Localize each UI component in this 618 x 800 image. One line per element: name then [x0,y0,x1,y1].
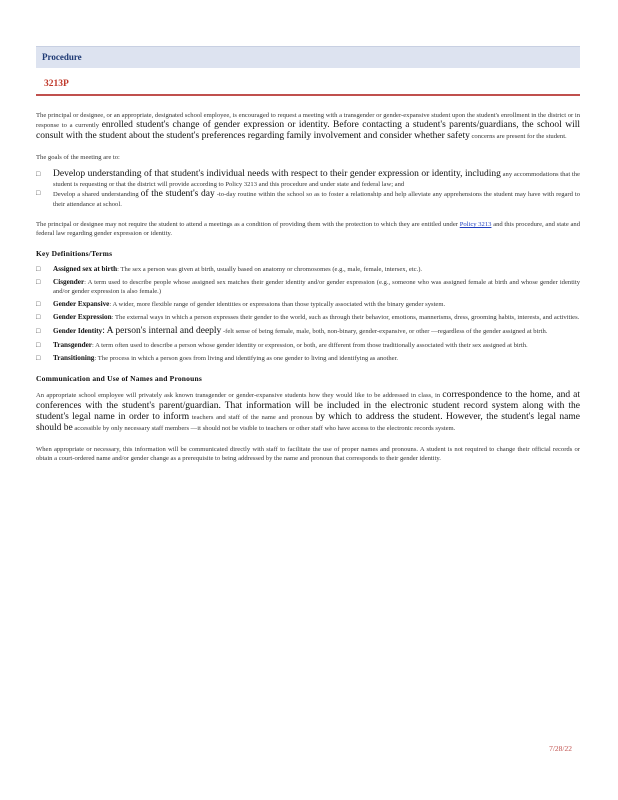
communication-paragraph-2: When appropriate or necessary, this information will be communicated directly with staff to facilitate the use of proper names and pronouns. A student is not required to change their official records or obtain a court-ordered name and/or gender change as a prerequisite to being addressed by the name and pronoun that corresponds to their gender identity. [36,446,580,462]
goal-rest: any accommodations that the student is requesting or that the district will provide according to Policy 3213 and this procedure and under state and federal law; and [53,171,580,188]
definition-term: Gender Identity [53,327,103,335]
protection-text-before: The principal or designee may not require the student to attend a meetings as a condition of providing them with the protection to which they are entitled under [36,221,458,228]
definitions-heading: Key Definitions/Terms [36,249,113,258]
definition-item [36,313,580,322]
definition-item [36,354,580,363]
comm-text-small-2: teachers and staff of the name and pronoun [191,414,313,421]
definition-term: Cisgender [53,278,85,286]
goal-rest: -to-day routine within the school so as to foster a relationship and help alleviate any apprehensions the student may have with regard to their attendance at school. [53,191,581,208]
intro-line-1: The principal or designee, or an appropriate, designated school employee, is encouraged to request a meeting with a transgender or gender-expansive student upon the student's enrollment in the district or in response to a currently [36,112,580,129]
definition-term: Transitioning [53,354,95,362]
bullet-icon: □ [36,354,41,362]
page-title: Procedure [42,52,82,62]
definition-text: : A term used to describe people whose assigned sex matches their gender identity and/or gender expression (e.g., someone who was assigned female at birth and whose gender identity and/or gender expression is also female.) [53,279,580,295]
definition-term: Assigned sex at birth [53,265,118,273]
definition-text: : The sex a person was given at birth, usually based on anatomy or chromosomes (e.g., male, female, intersex, etc.). [117,266,423,273]
definitions-list [36,265,580,363]
definition-text: : A term often used to describe a person whose gender identity or expression, or both, are different from those traditionally associated with their sex assigned at birth. [92,342,528,349]
definition-term: Gender Expansive [53,300,110,308]
definition-item [36,278,580,296]
goals-heading: The goals of the meeting are to: [36,154,120,161]
intro-paragraph [36,111,580,142]
bullet-icon: □ [36,265,41,273]
definition-item [36,326,580,337]
comm-text-small-1: An appropriate school employee will privately ask known transgender or gender-expansive students how they would like to be addressed in class, in [36,392,441,399]
policy-link[interactable]: Policy 3213 [459,221,492,228]
communication-paragraph-1 [36,390,580,434]
goal-lead-small: Develop a shared understanding [53,191,139,198]
comm-text-small-3: accessible by only necessary staff members —it should not be visible to teachers or other staff who have access to the electronic records system. [74,425,456,432]
definition-item [36,341,580,350]
definition-text: : The external ways in which a person expresses their gender to the world, such as through their behavior, emotions, mannerisms, dress, grooming habits, interests, and activities. [111,314,580,321]
communication-heading: Communication and Use of Names and Pronouns [36,374,202,383]
intro-line-3: concerns are present for the student. [471,133,567,140]
comm-text-big-2: by which to address the student. However, the student's legal name should be [36,412,580,433]
definition-term: Transgender [53,341,92,349]
definition-lead: : A person's internal and deeply [102,326,222,336]
bullet-icon: □ [36,313,41,321]
header-bar [36,46,580,68]
footer-date: 7/28/22 [549,744,572,753]
definition-item [36,265,580,274]
definition-text: : A wider, more flexible range of gender identities or expressions than those typically associated with the binary gender system. [109,301,446,308]
bullet-icon: □ [36,189,41,197]
goal-lead: Develop understanding of that student's individual needs with respect to their gender expression or identity, including [53,169,501,179]
bullet-icon: □ [36,170,41,178]
procedure-code: 3213P [44,79,69,89]
bullet-icon: □ [36,300,41,308]
comm-text-big-1: correspondence to the home, and at conferences with the student's parent/guardian. That information will be included in the electronic student record system along with the student's legal name in order to inform [36,390,580,422]
goal-lead: of the student's day [140,189,215,199]
protection-paragraph [36,220,580,238]
definition-text: -felt sense of being female, male, both, non-binary, gender-expansive, or other —regardless of the gender assigned at birth. [222,328,548,335]
bullet-icon: □ [36,278,41,286]
goal-item [36,189,580,209]
definition-item [36,300,580,309]
definition-text: : The process in which a person goes from living and identifying as one gender to living and identifying as another. [94,355,399,362]
intro-line-2: enrolled student's change of gender expression or identity. Before contacting a student's parents/guardians, the school will consult with the student about the student's preferences regarding family involvement and consider whether safety [36,120,581,141]
definition-term: Gender Expression [53,313,112,321]
protection-text-after: and this procedure, and state and federal law regarding gender expression or identity. [36,221,580,237]
goal-item [36,169,580,189]
bullet-icon: □ [36,341,41,349]
document-body [36,111,580,463]
header-divider [36,94,580,96]
bullet-icon: □ [36,327,41,335]
